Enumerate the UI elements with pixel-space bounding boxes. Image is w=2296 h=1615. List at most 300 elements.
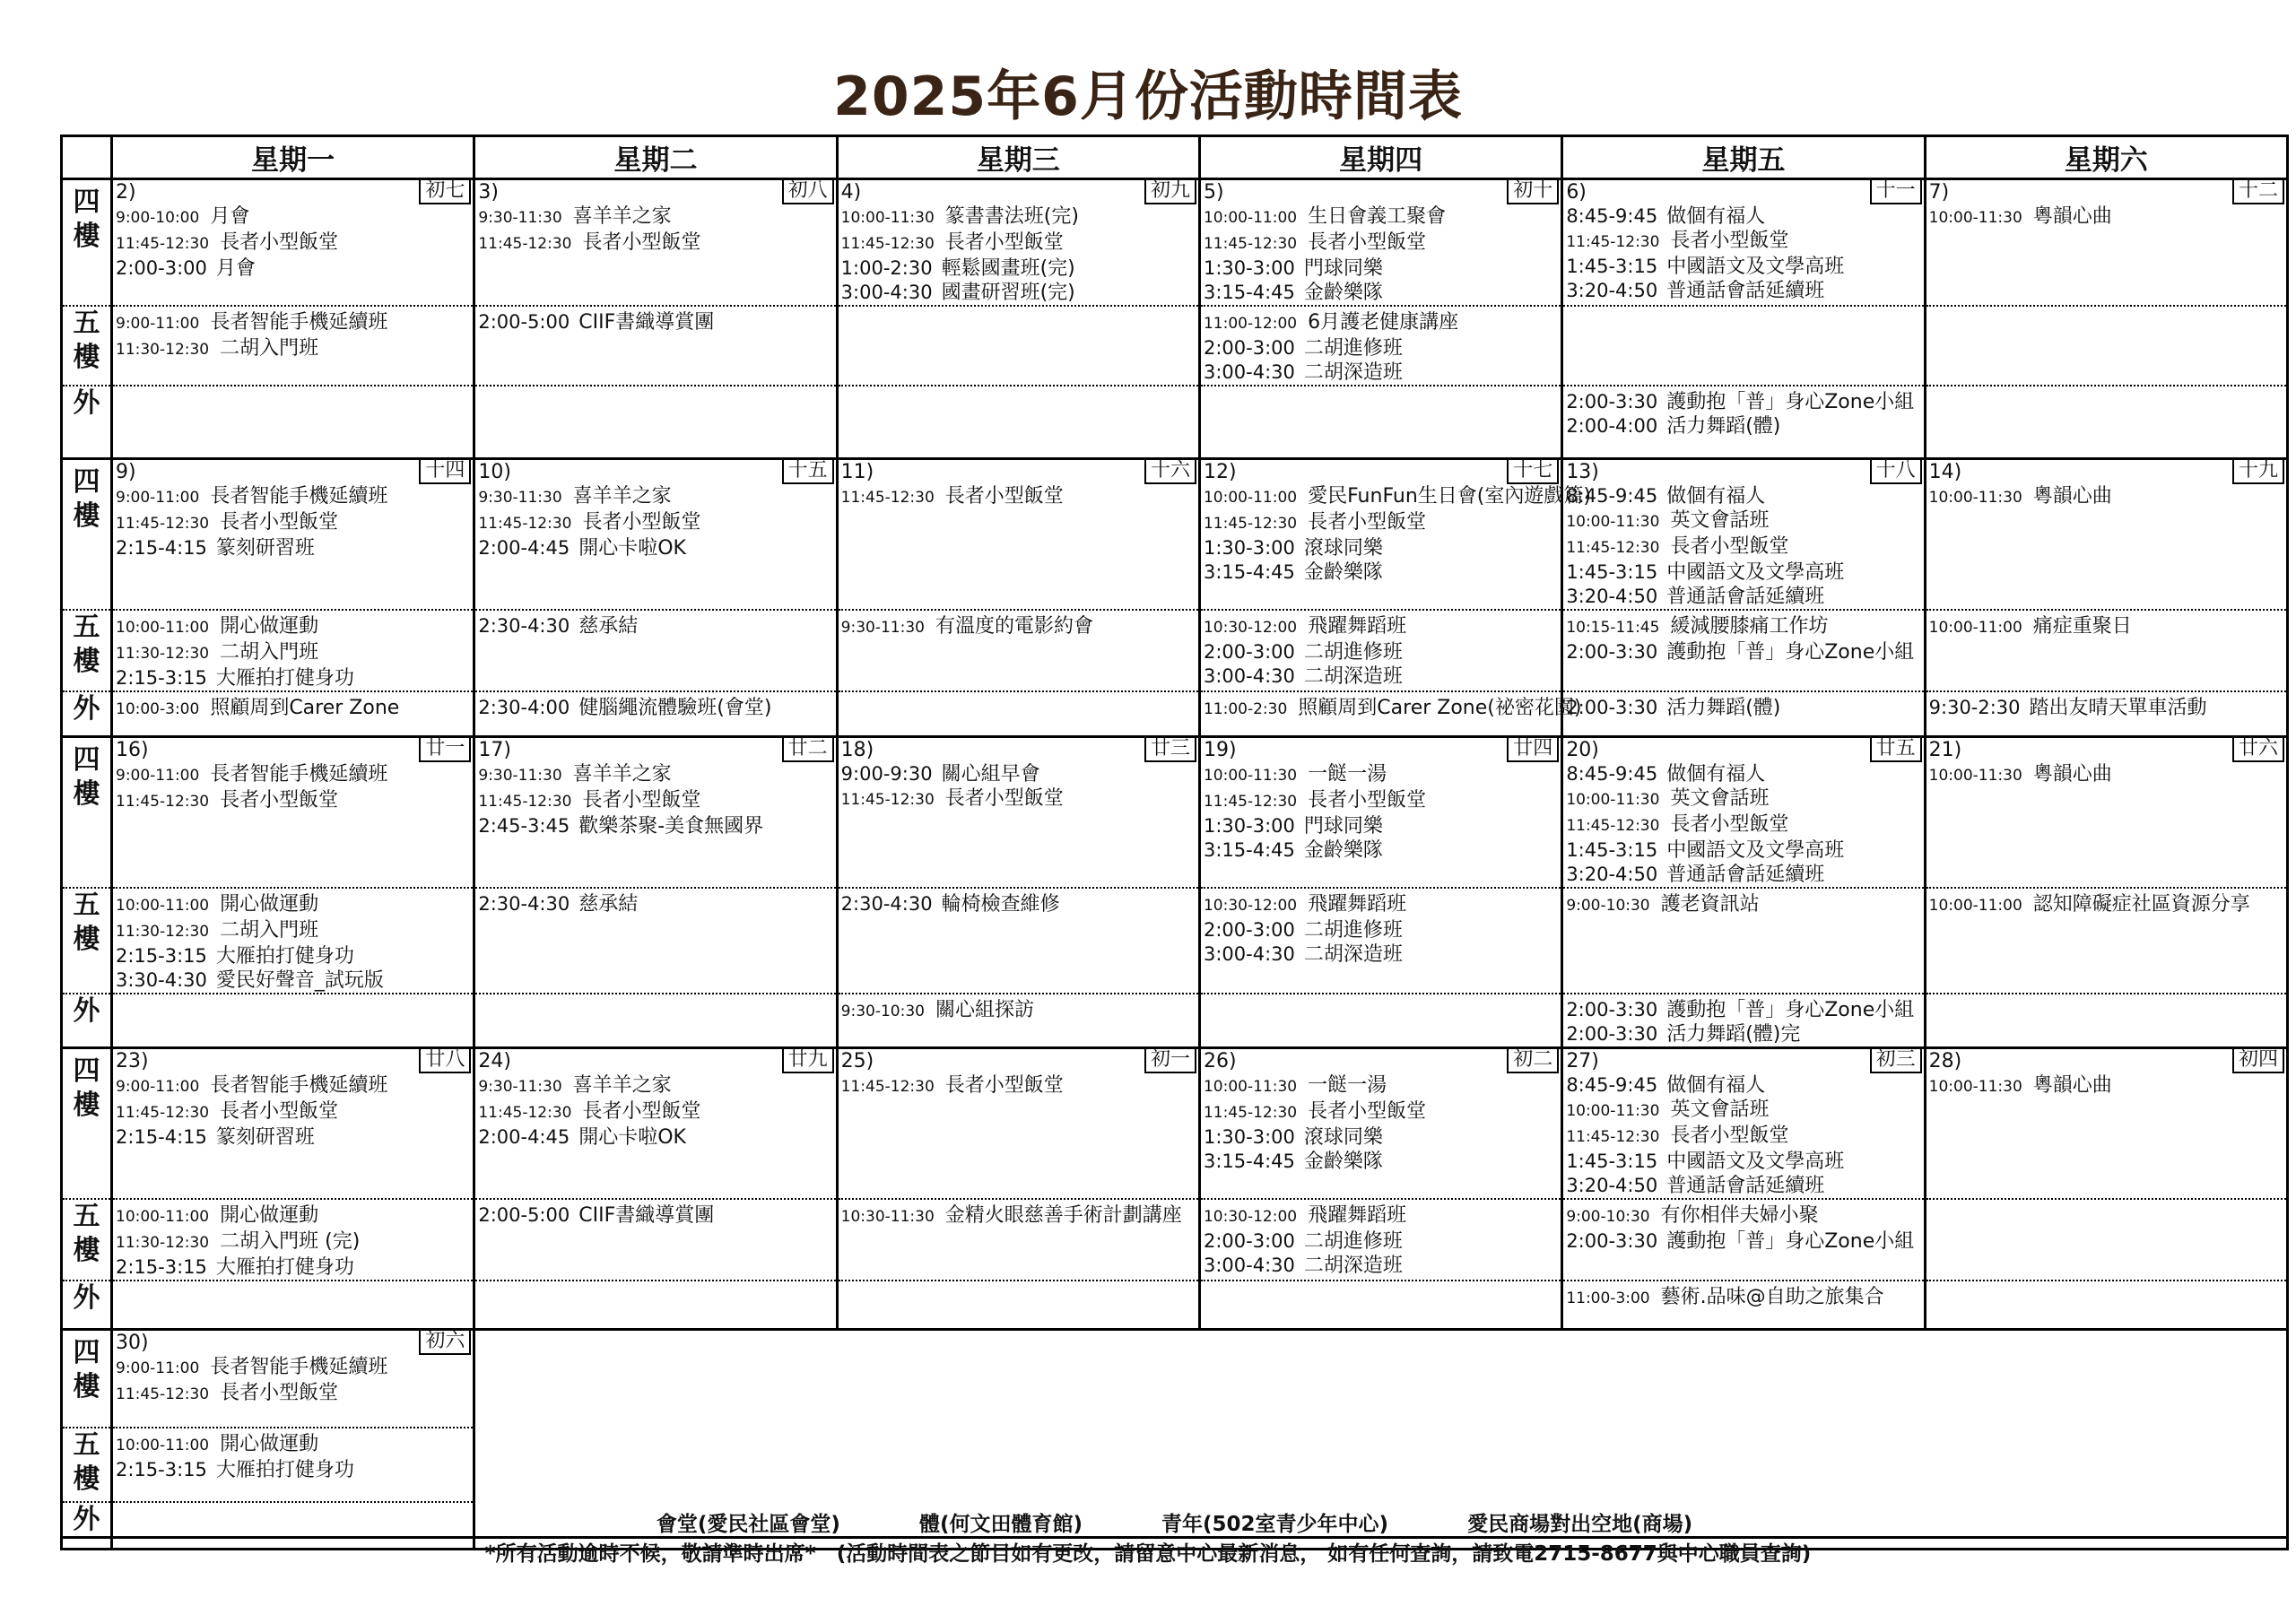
day-cell-f4 (1199, 179, 1561, 307)
activity-time: 2:00-3:00 (116, 257, 207, 279)
day-cell-f5 (837, 1199, 1199, 1281)
activity-entry (1566, 998, 1923, 1022)
floor-label: 五 樓 (62, 306, 112, 386)
activity-entry (1204, 788, 1561, 814)
activity-entry (1204, 204, 1561, 230)
activity-time: 9:00-11:00 (116, 767, 200, 785)
day-number: 3) (478, 181, 499, 204)
activity-time: 11:45-12:30 (1203, 793, 1298, 811)
day-cell-f5 (112, 610, 474, 691)
activity-name: 長者小型飯堂 (220, 510, 339, 534)
activity-time: 10:00-11:30 (1203, 1078, 1298, 1096)
activity-entry (116, 788, 473, 814)
activity-name: 長者小型飯堂 (944, 484, 1064, 508)
activity-entry (1929, 892, 2286, 918)
day-cell-f4 (474, 458, 837, 610)
day-cell-out (1925, 994, 2287, 1048)
activity-time: 9:00-11:00 (116, 1078, 200, 1096)
activity-entry (1566, 640, 1923, 664)
activity-time: 11:45-12:30 (478, 1104, 572, 1122)
activity-time: 9:30-11:30 (478, 1078, 562, 1096)
floor-label: 外 (62, 691, 112, 737)
activity-time: 1:00-2:30 (840, 257, 933, 279)
day-cell-f4 (474, 1048, 837, 1200)
day-number: 28) (1928, 1050, 1962, 1072)
activity-name: 開心做運動 (220, 614, 319, 638)
day-cell-f5 (112, 306, 474, 386)
activity-entry (1566, 279, 1923, 303)
activity-name: 認知障礙症社區資源分享 (2032, 893, 2250, 916)
activity-entry (1929, 762, 2286, 788)
day-cell-f5 (1562, 306, 1925, 386)
activity-name: 長者小型飯堂 (220, 1381, 339, 1404)
day-cell-f4 (1562, 1048, 1925, 1200)
activity-entry (1204, 838, 1561, 863)
activity-entry (478, 1203, 835, 1228)
day-cell-f5 (837, 888, 1199, 994)
week-row-out (62, 691, 2288, 737)
activity-name: 金齡樂隊 (1303, 839, 1383, 862)
week-row-f4 (62, 179, 2288, 307)
activity-name: 一餸一湯 (1308, 1074, 1387, 1097)
week-row-f5 (62, 888, 2288, 994)
activity-name: 歡樂茶聚-美食無國界 (578, 815, 764, 838)
floor-label: 四 樓 (62, 1048, 112, 1200)
activity-time: 9:00-10:00 (116, 209, 200, 227)
activity-name: 英文會話班 (1670, 508, 1770, 532)
day-cell-f5 (474, 1199, 837, 1281)
day-number: 10) (478, 460, 511, 483)
weekday-header: 星期六 (1925, 136, 2287, 179)
activity-entry (478, 510, 835, 536)
day-cell-out (1199, 386, 1561, 458)
activity-entry (1204, 640, 1561, 664)
activity-time: 2:15-4:15 (116, 1126, 207, 1148)
activity-name: 金齡樂隊 (1303, 282, 1383, 304)
activity-time: 1:45-3:15 (1566, 256, 1658, 277)
activity-name: 粵韻心曲 (2032, 763, 2112, 786)
activity-name: CIIF書織導賞團 (578, 311, 715, 334)
activity-time: 10:00-11:00 (116, 618, 210, 637)
activity-name: 二胡深造班 (1303, 943, 1403, 966)
activity-entry (1204, 310, 1561, 336)
activity-entry (841, 281, 1198, 305)
day-cell-f4 (112, 179, 474, 307)
activity-entry (1566, 1124, 1923, 1150)
activity-entry (1204, 1203, 1561, 1229)
activity-entry (1566, 1229, 1923, 1254)
page-title: 2025年6月份活動時間表 (833, 65, 1463, 128)
activity-name: 普通話會話延續班 (1666, 280, 1825, 302)
activity-name: 護動抱「普」身心Zone小組 (1666, 391, 1915, 413)
activity-time: 11:45-12:30 (116, 514, 210, 533)
floor-label: 外 (62, 1502, 112, 1549)
activity-entry (116, 536, 473, 560)
activity-entry (116, 666, 473, 690)
activity-name: 開心做運動 (220, 1204, 319, 1227)
floor-label: 五 樓 (62, 888, 112, 994)
activity-name: 喜羊羊之家 (572, 763, 672, 786)
activity-time: 11:45-12:30 (478, 235, 572, 253)
lunar-date-badge: 十五 (782, 460, 834, 484)
activity-entry (1566, 786, 1923, 812)
activity-time: 1:45-3:15 (1566, 839, 1658, 861)
activity-time: 11:30-12:30 (116, 923, 210, 941)
activity-time: 3:00-4:30 (1203, 361, 1295, 383)
activity-entry (478, 696, 835, 720)
activity-time: 10:00-11:30 (1203, 767, 1298, 785)
activity-entry (1566, 1022, 1923, 1046)
activity-entry (1204, 1125, 1561, 1150)
activity-time: 3:00-4:30 (1203, 943, 1295, 965)
activity-time: 9:00-10:30 (1566, 1208, 1650, 1226)
activity-time: 2:00-5:00 (478, 1204, 570, 1226)
day-cell-f4 (112, 737, 474, 889)
activity-time: 3:00-4:30 (1203, 664, 1295, 687)
activity-time: 9:00-11:00 (116, 315, 200, 333)
activity-name: 做個有福人 (1666, 763, 1766, 786)
activity-time: 2:30-4:30 (478, 893, 570, 915)
activity-name: 護動抱「普」身心Zone小組 (1666, 1230, 1915, 1253)
activity-time: 11:00-2:30 (1203, 699, 1288, 718)
activity-name: 中國語文及文學高班 (1666, 1150, 1845, 1173)
activity-name: 中國語文及文學高班 (1666, 839, 1845, 862)
activity-name: 月會 (210, 205, 250, 228)
activity-name: 長者智能手機延續班 (210, 1355, 388, 1378)
activity-entry (1929, 614, 2286, 640)
week-row-out (62, 994, 2288, 1048)
day-cell-f4 (112, 1329, 474, 1428)
activity-name: 二胡入門班 (220, 640, 319, 664)
activity-entry (116, 510, 473, 536)
activity-time: 11:45-12:30 (116, 1104, 210, 1122)
activity-entry (841, 614, 1198, 640)
activity-time: 11:45-12:30 (1203, 514, 1298, 533)
activity-name: 二胡深造班 (1303, 664, 1403, 688)
day-cell-f5 (1562, 888, 1925, 994)
week-row-f5 (62, 306, 2288, 386)
activity-time: 2:30-4:30 (840, 893, 933, 915)
activity-entry (841, 786, 1198, 812)
activity-time: 2:15-3:15 (116, 1256, 207, 1278)
day-number: 25) (840, 1050, 874, 1072)
week-row-f4 (62, 458, 2288, 610)
activity-name: 活力舞蹈(體) (1666, 696, 1781, 719)
activity-entry (1566, 484, 1923, 508)
activity-name: 長者智能手機延續班 (210, 1074, 388, 1097)
activity-name: 開心卡啦OK (578, 536, 686, 560)
activity-entry (1204, 664, 1561, 689)
activity-name: 中國語文及文學高班 (1666, 560, 1845, 584)
lunar-date-badge: 廿四 (1507, 738, 1559, 762)
day-number: 13) (1566, 460, 1599, 483)
activity-name: 二胡入門班 (完) (220, 1230, 361, 1253)
activity-time: 9:00-9:30 (840, 763, 933, 785)
activity-time: 11:45-12:30 (478, 793, 572, 811)
activity-time: 10:00-11:00 (1928, 618, 2022, 637)
activity-entry (116, 640, 473, 666)
legend-item: 體(何文田體育館) (918, 1513, 1083, 1536)
activity-time: 10:00-11:00 (1928, 897, 2022, 915)
activity-name: 輪椅檢查維修 (941, 893, 1060, 916)
activity-entry (116, 696, 473, 722)
day-cell-out (112, 386, 474, 458)
activity-time: 11:00-3:00 (1566, 1289, 1650, 1307)
activity-name: 長者小型飯堂 (220, 1100, 339, 1123)
corner-cell (62, 136, 112, 179)
activity-entry (116, 230, 473, 256)
activity-name: 大雁拍打健身功 (215, 1256, 354, 1279)
weekday-header: 星期一 (112, 136, 474, 179)
activity-time: 11:45-12:30 (116, 235, 210, 253)
activity-name: 長者小型飯堂 (1670, 1124, 1789, 1147)
activity-time: 8:45-9:45 (1566, 484, 1658, 507)
weekday-header: 星期二 (474, 136, 837, 179)
week-row-f4 (62, 1048, 2288, 1200)
lunar-date-badge: 廿八 (419, 1049, 471, 1073)
floor-label: 外 (62, 1281, 112, 1329)
activity-name: 藝術.品味@自助之旅集合 (1660, 1286, 1884, 1308)
day-cell-f4 (1562, 179, 1925, 307)
lunar-date-badge: 初三 (1870, 1049, 1922, 1073)
lunar-date-badge: 十二 (2232, 180, 2284, 204)
lunar-date-badge: 初六 (419, 1331, 471, 1355)
activity-name: 護動抱「普」身心Zone小組 (1666, 999, 1915, 1021)
activity-name: 有你相伴夫婦小聚 (1660, 1204, 1819, 1227)
day-cell-out (474, 386, 837, 458)
day-number: 26) (1203, 1050, 1237, 1072)
activity-entry (1566, 1285, 1923, 1311)
activity-entry (1566, 1098, 1923, 1124)
activity-name: 二胡進修班 (1303, 337, 1403, 360)
day-cell-out (837, 994, 1199, 1048)
activity-entry (116, 1255, 473, 1280)
activity-time: 10:00-11:00 (116, 1437, 210, 1454)
activity-time: 10:00-11:30 (1566, 791, 1660, 809)
day-cell-f4 (474, 179, 837, 307)
activity-entry (841, 256, 1198, 281)
day-cell-f4 (1925, 458, 2287, 610)
activity-entry (1566, 229, 1923, 255)
day-cell-out (474, 691, 837, 737)
activity-name: 活力舞蹈(體) (1666, 415, 1781, 438)
activity-name: 活力舞蹈(體)完 (1666, 1023, 1801, 1046)
day-cell-f5 (112, 1199, 474, 1281)
activity-time: 2:00-3:30 (1566, 696, 1658, 718)
day-cell-f5 (474, 306, 837, 386)
activity-name: CIIF書織導賞團 (578, 1204, 715, 1227)
lunar-date-badge: 初二 (1507, 1049, 1559, 1073)
activity-time: 2:00-3:30 (1566, 1023, 1658, 1045)
lunar-date-badge: 初十 (1507, 180, 1559, 204)
activity-name: 長者小型飯堂 (944, 787, 1064, 810)
venue-legend (60, 1512, 2289, 1539)
activity-entry (1204, 230, 1561, 256)
day-cell-f5 (1925, 888, 2287, 994)
activity-time: 10:00-11:30 (1566, 1102, 1660, 1120)
day-cell-out (112, 1281, 474, 1329)
floor-label: 五 樓 (62, 1199, 112, 1281)
day-cell-out (837, 691, 1199, 737)
activity-time: 2:30-4:30 (478, 614, 570, 637)
activity-name: 長者小型飯堂 (1670, 230, 1789, 252)
week-row-out (62, 386, 2288, 458)
activity-time: 11:30-12:30 (116, 644, 210, 663)
activity-time: 2:45-3:45 (478, 815, 570, 837)
activity-time: 10:00-3:00 (116, 699, 200, 718)
activity-entry (1204, 942, 1561, 967)
activity-entry (1566, 1174, 1923, 1198)
activity-time: 11:45-12:30 (116, 1385, 210, 1403)
activity-entry (478, 1099, 835, 1125)
lunar-date-badge: 廿五 (1870, 738, 1922, 762)
day-number: 19) (1203, 739, 1237, 761)
day-cell-f4 (1562, 458, 1925, 610)
activity-name: 金齡樂隊 (1303, 560, 1383, 584)
floor-label: 四 樓 (62, 1329, 112, 1428)
activity-name: 長者智能手機延續班 (210, 311, 388, 334)
activity-name: 長者小型飯堂 (1308, 231, 1427, 254)
activity-entry (478, 788, 835, 814)
activity-time: 10:00-11:30 (1566, 512, 1660, 531)
activity-name: 護老資訊站 (1660, 893, 1760, 916)
activity-entry (1204, 536, 1561, 560)
day-cell-out (837, 1281, 1199, 1329)
activity-name: 護動抱「普」身心Zone小組 (1666, 640, 1915, 664)
lunar-date-badge: 十六 (1144, 460, 1196, 484)
day-cell-f4 (112, 1048, 474, 1200)
lunar-date-badge: 廿二 (782, 738, 834, 762)
activity-name: 關心組探訪 (935, 999, 1034, 1021)
activity-time: 11:45-12:30 (840, 791, 935, 809)
activity-name: 門球同樂 (1303, 815, 1383, 838)
activity-name: 長者小型飯堂 (944, 1074, 1064, 1097)
activity-entry (1204, 762, 1561, 788)
activity-entry (478, 892, 835, 916)
day-cell-f5 (112, 1428, 474, 1502)
activity-entry (1566, 838, 1923, 863)
day-number: 17) (478, 739, 511, 761)
activity-entry (1204, 892, 1561, 918)
activity-entry (478, 1125, 835, 1150)
activity-name: 二胡進修班 (1303, 919, 1403, 942)
day-cell-f5 (1199, 888, 1561, 994)
day-number: 11) (840, 460, 874, 483)
activity-time: 9:00-11:00 (116, 1359, 200, 1377)
activity-entry (1566, 863, 1923, 887)
activity-entry (116, 1073, 473, 1099)
activity-name: 長者小型飯堂 (220, 789, 339, 812)
activity-entry (1566, 560, 1923, 585)
week-row-out (62, 1281, 2288, 1329)
day-cell-out (1562, 691, 1925, 737)
activity-name: 國畫研習班(完) (941, 282, 1075, 304)
activity-entry (1566, 614, 1923, 640)
activity-time: 1:45-3:15 (1566, 1150, 1658, 1172)
activity-entry (116, 762, 473, 788)
day-cell-out (1199, 1281, 1561, 1329)
activity-time: 10:30-12:00 (1203, 897, 1298, 915)
activity-entry (1203, 484, 1591, 510)
activity-entry (478, 1073, 835, 1099)
day-cell-out (1562, 994, 1925, 1048)
legend-item: 青年(502室青少年中心) (1161, 1513, 1389, 1536)
activity-time: 2:15-3:15 (116, 945, 207, 967)
activity-entry (1566, 414, 1923, 438)
activity-time: 10:00-11:00 (1203, 488, 1298, 507)
activity-entry (478, 204, 835, 230)
day-number: 2) (116, 181, 136, 204)
day-cell-out (1562, 1281, 1925, 1329)
activity-entry (116, 944, 473, 968)
activity-name: 長者小型飯堂 (1670, 813, 1789, 836)
activity-time: 11:45-12:30 (1566, 233, 1660, 251)
day-number: 24) (478, 1050, 511, 1072)
day-number: 6) (1566, 181, 1587, 204)
activity-name: 慈承結 (578, 893, 639, 916)
day-cell-f4 (837, 737, 1199, 889)
activity-entry (1204, 1229, 1561, 1254)
activity-name: 關心組早會 (941, 763, 1040, 786)
activity-time: 9:30-11:30 (478, 209, 562, 227)
activity-name: 飛躍舞蹈班 (1308, 614, 1407, 638)
week-row-f4 (62, 1329, 2288, 1428)
activity-name: 開心卡啦OK (578, 1126, 686, 1149)
activity-entry (841, 204, 1198, 230)
day-cell-f4 (1925, 1048, 2287, 1200)
day-number: 12) (1203, 460, 1237, 483)
activity-time: 10:15-11:45 (1566, 618, 1660, 637)
day-number: 7) (1928, 181, 1950, 204)
lunar-date-badge: 十八 (1870, 460, 1922, 484)
activity-time: 3:00-4:30 (1203, 1255, 1295, 1276)
activity-time: 11:45-12:30 (840, 235, 935, 253)
activity-time: 10:30-12:00 (1203, 618, 1298, 637)
activity-name: 英文會話班 (1670, 1098, 1770, 1121)
activity-time: 8:45-9:45 (1566, 763, 1658, 785)
activity-time: 9:30-11:30 (478, 767, 562, 785)
activity-time: 11:30-12:30 (116, 1234, 210, 1252)
activity-time: 2:00-3:00 (1203, 1230, 1295, 1252)
activity-entry (116, 256, 473, 281)
activity-name: 痛症重聚日 (2032, 614, 2132, 638)
activity-time: 2:00-3:00 (1203, 919, 1295, 941)
day-cell-out (1199, 691, 1582, 737)
activity-time: 9:00-11:00 (116, 488, 200, 507)
lunar-date-badge: 十九 (2232, 460, 2284, 484)
activity-name: 門球同樂 (1303, 257, 1383, 280)
activity-name: 粵韻心曲 (2032, 205, 2112, 228)
floor-label: 外 (62, 386, 112, 458)
lunar-date-badge: 廿六 (2232, 738, 2284, 762)
activity-entry (841, 1203, 1198, 1229)
activity-time: 10:00-11:30 (840, 209, 935, 227)
activity-entry (1929, 1073, 2286, 1099)
day-cell-out (112, 994, 474, 1048)
activity-name: 二胡進修班 (1303, 1230, 1403, 1253)
week-row-f5 (62, 1199, 2288, 1281)
day-cell-f4 (1199, 458, 1591, 610)
activity-time: 8:45-9:45 (1566, 205, 1658, 227)
day-cell-f5 (1199, 610, 1561, 691)
legend-item: 會堂(愛民社區會堂) (656, 1513, 840, 1536)
day-cell-f5 (837, 306, 1199, 386)
activity-name: 長者小型飯堂 (1670, 534, 1789, 558)
activity-entry (1929, 696, 2286, 720)
day-cell-f5 (1925, 610, 2287, 691)
activity-entry (1204, 614, 1561, 640)
lunar-date-badge: 廿九 (782, 1049, 834, 1073)
